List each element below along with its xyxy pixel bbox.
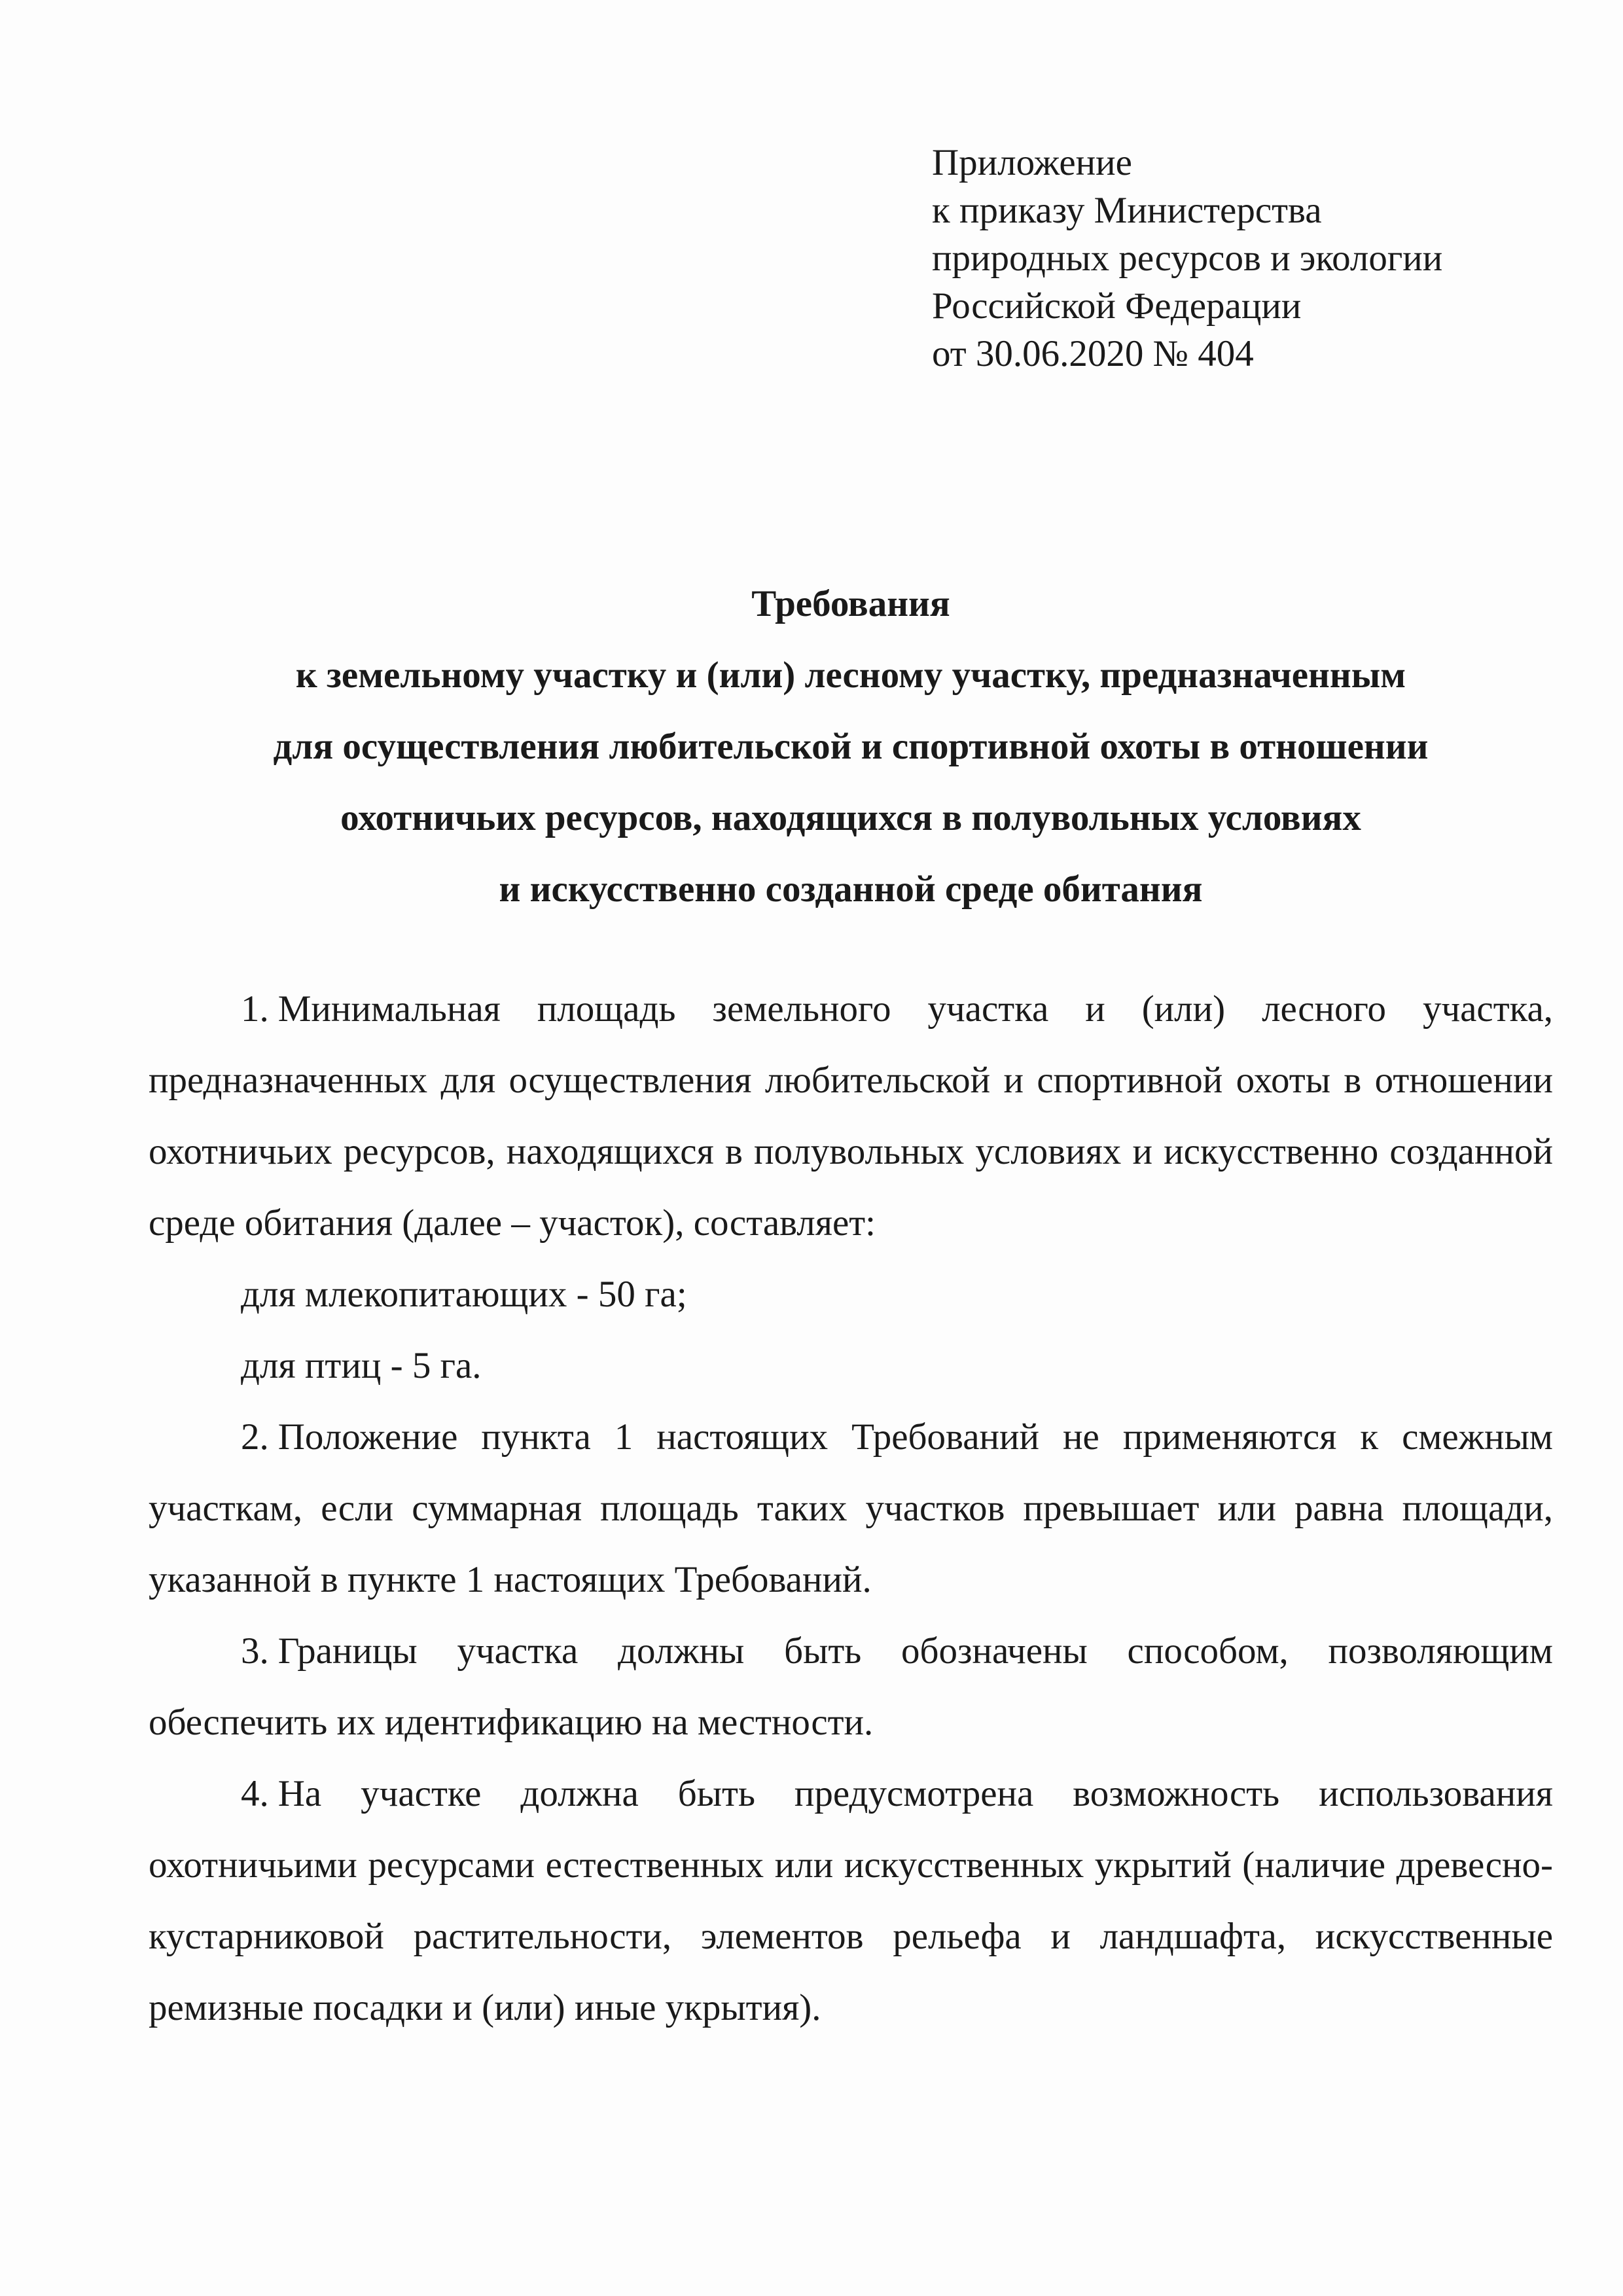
item-number: 1. [241,988,269,1030]
title-line: для осуществления любительской и спортивной охоты в отношении [273,726,1429,767]
item-number: 3. [241,1630,269,1672]
requirement-item-4 [149,1758,1553,2043]
item-text: Минимальная площадь земельного участка и (или) лесного участка, предназначенных для осуществления любительской и спортивной охоты в отношении охотничьих ресурсов, находящихся в полувольных условиях и искусственно созданной среде обитания (далее – участок), составляет: [149,988,1553,1244]
appendix-line: Приложение [932,142,1132,183]
document-body [149,973,1553,2043]
item-number: 4. [241,1773,269,1814]
appendix-header [932,139,1521,378]
appendix-line: Российской Федерации [932,285,1302,327]
item-number: 2. [241,1416,269,1458]
area-birds: для птиц - 5 га. [241,1345,482,1386]
requirement-item-2 [149,1401,1553,1615]
title-line: к земельному участку и (или) лесному участку, предназначенным [295,655,1406,696]
document-title [144,568,1558,925]
requirement-item-1 [149,973,1553,1259]
appendix-line: к приказу Министерства [932,190,1322,231]
item-text: Границы участка должны быть обозначены способом, позволяющим обеспечить их идентификацию на местности. [149,1630,1553,1743]
item-text: Положение пункта 1 настоящих Требований не применяются к смежным участкам, если суммарная площадь таких участков превышает или равна площади, указанной в пункте 1 настоящих Требований. [149,1416,1553,1600]
title-line: охотничьих ресурсов, находящихся в полувольных условиях [340,797,1361,838]
appendix-line: природных ресурсов и экологии [932,238,1443,279]
appendix-order-date: от 30.06.2020 № 404 [932,333,1254,374]
title-heading: Требования [751,583,950,624]
area-mammals: для млекопитающих - 50 га; [241,1274,687,1315]
item-text: На участке должна быть предусмотрена возможность использования охотничьими ресурсами естественных или искусственных укрытий (наличие древесно-кустарниковой растительности, элементов рельефа и ландшафта, искусственные ремизные посадки и (или) иные укрытия). [149,1773,1553,2028]
title-line: и искусственно созданной среде обитания [499,869,1203,910]
requirement-item-3 [149,1615,1553,1758]
